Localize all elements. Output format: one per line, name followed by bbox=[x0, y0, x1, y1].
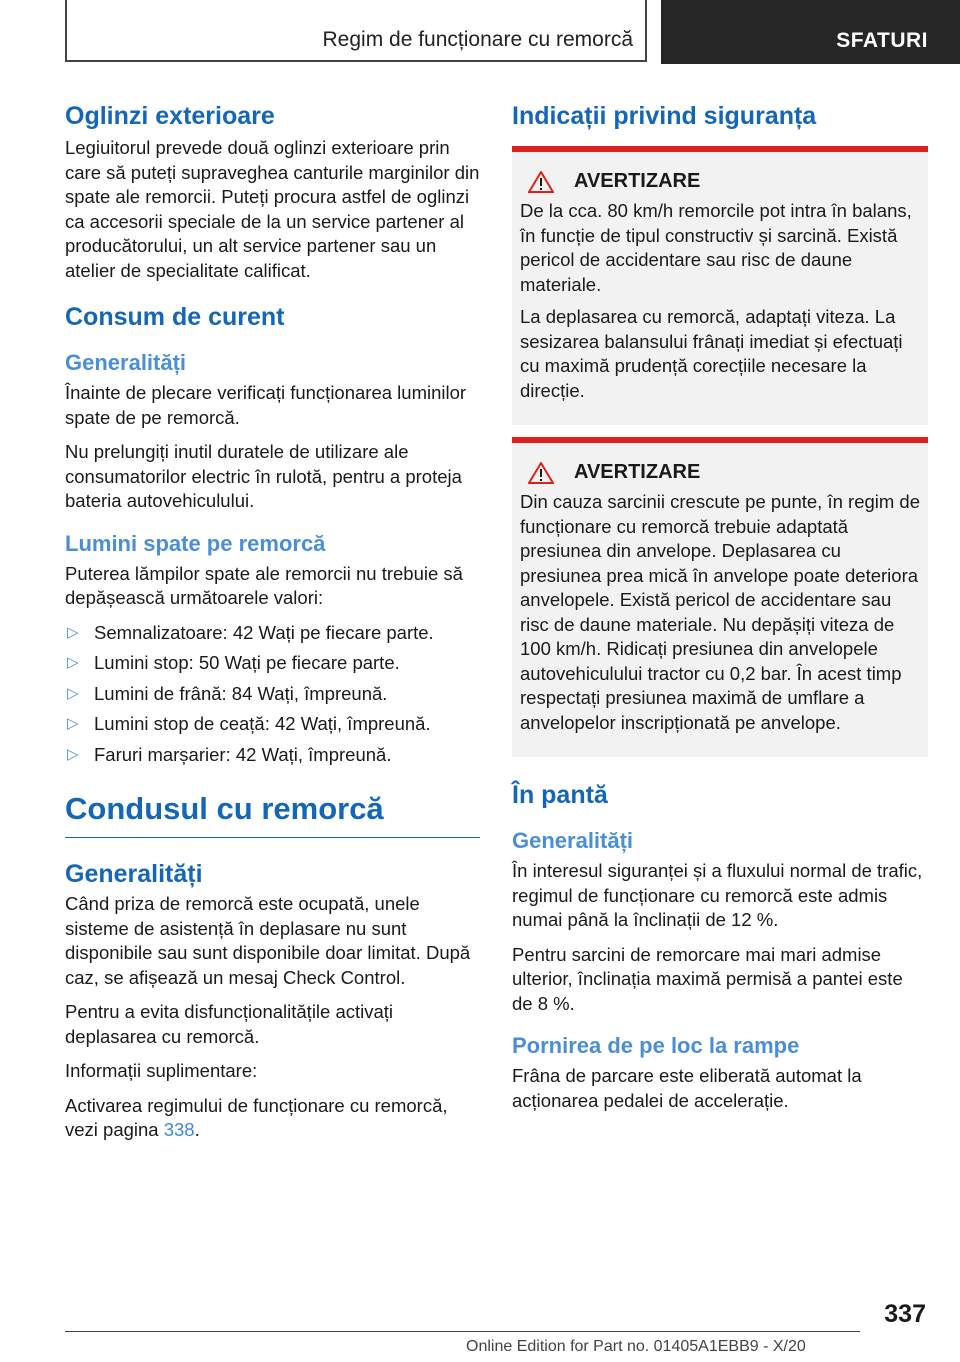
driving-p3: Informații suplimentare: bbox=[65, 1060, 258, 1081]
heading-ramp: Pornirea de pe loc la rampe bbox=[512, 1033, 800, 1058]
bullet-triangle-icon: ▷ bbox=[67, 684, 79, 702]
heading-power: Consum de curent bbox=[65, 303, 285, 331]
list-item: ▷ Lumini stop: 50 Wați pe fiecare parte. bbox=[65, 651, 480, 676]
warning1-p1: De la cca. 80 km/h remorcile pot intra în balans, în funcție de tipul constructiv și sarcină. Există pericol de accidentare sau risc de daune materiale. bbox=[520, 200, 912, 295]
warning-box-balance bbox=[512, 146, 928, 425]
left-column bbox=[65, 100, 480, 1153]
driving-p1: Când priza de remorcă este ocupată, unele sisteme de asistență în deplasare nu sunt disponibile sau sunt disponibile doar limitat. După caz, se afișează un mesaj Check Control. bbox=[65, 893, 471, 988]
list-item: ▷ Lumini stop de ceață: 42 Wați, împreună. bbox=[65, 712, 480, 737]
warning-title: AVERTIZARE bbox=[574, 461, 701, 483]
driving-p4: Activarea regimului de funcționare cu remorcă, vezi pagina 338. bbox=[65, 1094, 448, 1140]
bullet-triangle-icon: ▷ bbox=[67, 745, 79, 763]
heading-driving-general: Generalități bbox=[65, 860, 203, 888]
warning-triangle-icon bbox=[528, 171, 554, 193]
slope-p2: Pentru sarcini de remorcare mai mari admise ulterior, înclinația maximă permisă a pantei este de 8 %. bbox=[512, 943, 903, 1014]
bullet-triangle-icon: ▷ bbox=[67, 715, 79, 732]
footer-divider bbox=[65, 1331, 860, 1332]
warning1-p2: La deplasarea cu remorcă, adaptați viteza. La sesizarea balansului frânați imediat și efectuați cu maximă prudență corecțiile necesare la direcție. bbox=[520, 306, 903, 401]
ramp-p1: Frâna de parcare este eliberată automat la acționarea pedalei de accelerație. bbox=[512, 1065, 862, 1111]
footer-edition: Online Edition for Part no. 01405A1EBB9 - X/20 bbox=[466, 1338, 806, 1355]
header-title-box bbox=[65, 0, 647, 62]
list-item: ▷ Lumini de frână: 84 Wați, împreună. bbox=[65, 682, 480, 707]
lights-intro: Puterea lămpilor spate ale remorcii nu trebuie să depășească următoarele valori: bbox=[65, 562, 463, 608]
list-item: ▷ Semnalizatoare: 42 Wați pe fiecare parte. bbox=[65, 621, 480, 646]
header-title: Regim de funcționare cu remorcă bbox=[322, 28, 633, 51]
list-item: ▷ Faruri marșarier: 42 Wați, împreună. bbox=[65, 743, 480, 768]
bullet-triangle-icon: ▷ bbox=[67, 623, 79, 641]
warning-triangle-icon bbox=[528, 462, 554, 484]
page-link-338[interactable]: 338 bbox=[163, 1119, 195, 1140]
power-p1: Înainte de plecare verificați funcționarea luminilor spate de pe remorcă. bbox=[65, 382, 467, 428]
warning2-p1: Din cauza sarcinii crescute pe punte, în regim de funcționare cu remorcă trebuie adaptată presiunea din anvelope. Deplasarea cu presiunea prea mică în anvelope poate deteriora anvelopele. Există pericol de accidentare sau risc de daune materiale. Nu depășiți viteza de 100 km/h. Ridicați presiunea din anvelopele autovehiculului tractor cu 0,2 bar. În acest timp respectați presiunea maximă de umflare a anvelopelor inscripționată pe anvelope. bbox=[520, 491, 921, 733]
warning-box-tire-pressure bbox=[512, 437, 928, 757]
power-p2: Nu prelungiți inutil duratele de utilizare ale consumatorilor electric în rulotă, pentru a proteja bateria autovehiculului. bbox=[65, 441, 462, 511]
lights-list bbox=[65, 621, 480, 768]
bullet-triangle-icon: ▷ bbox=[67, 654, 79, 671]
slope-p1: În interesul siguranței și a fluxului normal de trafic, regimul de funcționare cu remorcă este admis numai până la înclinații de 12 %. bbox=[512, 860, 923, 930]
mirrors-text: Legiuitorul prevede două oglinzi exterioare prin care să puteți supraveghea canturile marginilor din spate ale remorcii. Puteți procura astfel de oglinzi ca accesorii speciale de la un service partener al producătorului, un alt service partener sau un atelier de specialitate calificat. bbox=[65, 137, 480, 281]
heading-rear-lights: Lumini spate pe remorcă bbox=[65, 530, 326, 556]
heading-safety: Indicații privind siguranța bbox=[512, 102, 817, 130]
heading-slope-general: Generalități bbox=[512, 828, 634, 853]
heading-power-general: Generalități bbox=[65, 350, 187, 375]
driving-p2: Pentru a evita disfuncționalitățile activați deplasarea cu remorcă. bbox=[65, 1001, 394, 1047]
warning-title: AVERTIZARE bbox=[574, 170, 701, 192]
heading-mirrors: Oglinzi exterioare bbox=[65, 102, 275, 130]
heading-driving: Condusul cu remorcă bbox=[65, 789, 480, 838]
header-section-tab bbox=[661, 0, 960, 64]
page-number: 337 bbox=[884, 1300, 926, 1328]
header-section-label: SFATURI bbox=[836, 29, 928, 52]
heading-slope: În pantă bbox=[512, 781, 608, 809]
right-column bbox=[512, 100, 928, 1123]
